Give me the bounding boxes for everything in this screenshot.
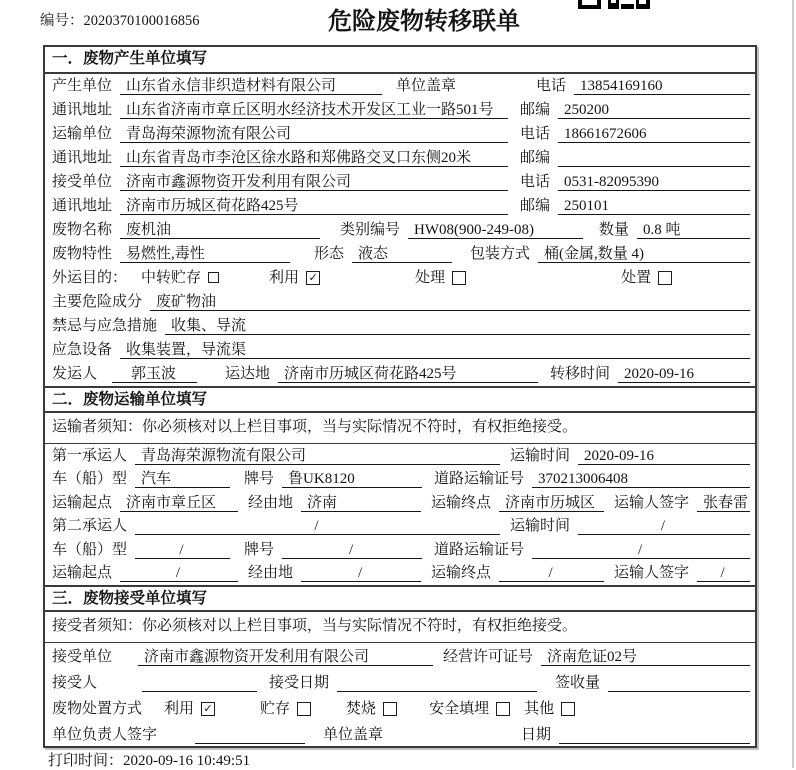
form-row-checkboxes [45, 695, 755, 721]
field-label: 废物处置方式 [52, 701, 143, 717]
field-value: 张春雷 [697, 494, 750, 512]
form-row [45, 721, 755, 747]
field-label: 接受日期 [269, 675, 330, 691]
field-label: 通讯地址 [52, 102, 113, 118]
checkbox [452, 271, 466, 285]
field-label: 接受单位 [52, 174, 113, 190]
checkbox: ✓ [306, 271, 320, 285]
checkbox-label: 安全填埋 [429, 701, 490, 717]
checkbox: ✓ [201, 702, 215, 716]
field-value: 0531-82095390 [558, 173, 750, 191]
field-label: 运输起点 [52, 565, 113, 581]
section-3-header: 三．废物接受单位填写 [45, 585, 755, 612]
field-label: 通讯地址 [52, 150, 113, 166]
field-value: 济南市鑫源物资开发利用有限公司 [120, 173, 508, 191]
field-label: 道路运输证号 [434, 541, 525, 558]
field-value [558, 149, 750, 167]
form-row [45, 362, 755, 386]
field-value: 液态 [352, 245, 452, 263]
field-label: 第二承运人 [52, 518, 128, 534]
field-label: 牌号 [244, 541, 275, 558]
checkbox [383, 702, 397, 716]
field-value: 济南危证02号 [541, 648, 750, 666]
field-value: / [282, 541, 422, 559]
field-label: 接受单位 [52, 649, 113, 665]
field-label: 单位负责人签字 [52, 727, 158, 743]
checkbox [658, 271, 672, 285]
checkbox-option [269, 269, 320, 287]
checkbox-option [429, 700, 510, 718]
form-row [45, 491, 755, 515]
form-row [45, 290, 755, 314]
checkbox-option [346, 700, 397, 718]
field-label: 类别编号 [340, 222, 401, 238]
field-value: 收集、导流 [165, 317, 750, 335]
checkbox-option [141, 269, 219, 287]
field-label: 单位盖章 [323, 727, 384, 743]
field-value: 370213006408 [532, 470, 750, 488]
field-value [608, 674, 750, 692]
field-label: 运达地 [225, 366, 271, 382]
form-row [45, 562, 755, 586]
field-label: 车（船）型 [52, 471, 128, 487]
field-label: 运输人签字 [614, 494, 690, 511]
field-label: 电话 [520, 126, 551, 142]
receiver-notice: 接受者须知：你必须核对以上栏目事项，当与实际情况不符时，有权拒绝接受。 [45, 612, 755, 643]
field-label: 邮编 [520, 102, 551, 118]
field-label: 形态 [314, 246, 345, 262]
field-label: 包装方式 [470, 246, 531, 262]
field-value: HW08(900-249-08) [408, 221, 583, 239]
field-value: 济南市鑫源物资开发利用有限公司 [138, 648, 433, 666]
qr-code-fragment [578, 0, 656, 9]
field-label: 邮编 [520, 150, 551, 166]
field-label: 产生单位 [52, 78, 113, 94]
field-label: 单位盖章 [396, 78, 457, 94]
field-label: 第一承运人 [52, 447, 128, 464]
field-label: 运输时间 [510, 447, 571, 464]
field-label: 签收量 [555, 675, 601, 691]
field-value: / [301, 564, 421, 582]
field-value: 济南 [301, 494, 421, 512]
form-row [45, 194, 755, 218]
checkbox-option [621, 269, 672, 287]
field-label: 经由地 [248, 494, 294, 511]
field-label: 通讯地址 [52, 198, 113, 214]
field-value: 青岛海荣源物流有限公司 [120, 125, 508, 143]
checkbox [496, 702, 510, 716]
field-value: 山东省永信非织造材料有限公司 [120, 77, 382, 95]
field-value: 2020-09-16 [618, 365, 750, 383]
manifest-table [43, 45, 757, 748]
field-value: / [135, 517, 500, 535]
form-row [45, 338, 755, 362]
field-label: 运输时间 [510, 518, 571, 534]
field-value: 济南市章丘区 [120, 494, 238, 512]
field-label: 废物特性 [52, 246, 113, 262]
field-value: 济南市历城区 [499, 494, 604, 512]
checkbox-option [260, 700, 311, 718]
field-value: 鲁UK8120 [282, 470, 422, 488]
field-value: / [120, 564, 238, 582]
field-value: 青岛海荣源物流有限公司 [135, 447, 500, 465]
field-value: 250101 [558, 197, 750, 215]
field-value: 250200 [558, 101, 750, 119]
checkbox [561, 702, 575, 716]
serial-label: 编号： [40, 13, 84, 29]
form-row [45, 122, 755, 146]
field-value: 废机油 [120, 221, 320, 239]
form-row [45, 444, 755, 468]
form-row [45, 74, 755, 98]
field-value: 郭玉波 [112, 365, 197, 383]
field-label: 运输终点 [431, 565, 492, 581]
checkbox-option [415, 269, 466, 287]
field-value: 山东省济南市章丘区明水经济技术开发区工业一路501号 [120, 101, 508, 119]
field-value: / [499, 564, 604, 582]
field-label: 电话 [520, 174, 551, 190]
form-row-checkboxes [45, 266, 755, 290]
window-edge [792, 0, 794, 768]
field-value [559, 726, 750, 744]
checkbox [208, 272, 219, 283]
checkbox-label: 焚烧 [346, 701, 377, 717]
field-label: 车（船）型 [52, 541, 128, 558]
field-label: 经由地 [248, 565, 294, 581]
field-value: 济南市历城区荷花路425号 [278, 365, 538, 383]
section-2-header: 二．废物运输单位填写 [45, 386, 755, 413]
serial-number: 2020370100016856 [83, 13, 200, 29]
field-label: 电话 [536, 78, 567, 94]
field-label: 禁忌与应急措施 [52, 318, 158, 334]
field-value: 汽车 [135, 470, 230, 488]
transporter-notice: 运输者须知：你必须核对以上栏目事项，当与实际情况不符时，有权拒绝接受。 [45, 413, 755, 444]
field-value: / [532, 541, 750, 559]
field-label: 邮编 [520, 198, 551, 214]
field-value: 13854169160 [574, 77, 750, 95]
field-label: 废物名称 [52, 222, 113, 238]
checkbox [297, 702, 311, 716]
checkbox-option [524, 700, 575, 718]
field-label: 牌号 [244, 471, 275, 487]
field-label: 运输终点 [431, 494, 492, 511]
field-label: 运输人签字 [614, 565, 690, 581]
field-value: / [135, 541, 230, 559]
section-1-header: 一．废物产生单位填写 [45, 47, 755, 74]
field-value: 济南市历城区荷花路425号 [120, 197, 508, 215]
form-row [45, 218, 755, 242]
field-value: 收集装置，导流渠 [120, 341, 750, 359]
form-row [45, 170, 755, 194]
checkbox-label: 中转贮存 [141, 270, 202, 286]
checkbox-label: 处理 [415, 270, 446, 286]
form-row [45, 146, 755, 170]
field-label: 发运人 [52, 366, 98, 382]
field-label: 数量 [599, 222, 630, 238]
form-row [45, 314, 755, 338]
form-row [45, 538, 755, 562]
print-time-line [48, 749, 250, 770]
form-row [45, 98, 755, 122]
field-value: 18661672606 [558, 125, 750, 143]
field-value [195, 726, 305, 744]
checkbox-option [164, 700, 215, 718]
field-value: 桶(金属,数量 4) [538, 245, 750, 263]
checkbox-label: 其他 [524, 701, 555, 717]
field-label: 接受人 [52, 675, 98, 691]
checkbox-label: 利用 [269, 270, 300, 286]
field-value: 易燃性,毒性 [120, 245, 290, 263]
field-label: 道路运输证号 [434, 471, 525, 487]
field-value: 0.8 吨 [637, 221, 750, 239]
form-row [45, 643, 755, 669]
field-value: / [578, 517, 750, 535]
field-label: 应急设备 [52, 342, 113, 358]
checkbox-label: 处置 [621, 270, 652, 286]
field-label: 转移时间 [550, 366, 611, 382]
field-value: 2020-09-16 [578, 447, 750, 465]
print-time-label: 打印时间： [48, 753, 124, 769]
field-label: 运输单位 [52, 126, 113, 142]
field-label: 运输起点 [52, 494, 113, 511]
form-row [45, 669, 755, 695]
field-label: 主要危险成分 [52, 294, 143, 310]
field-value [337, 674, 537, 692]
field-value: 山东省青岛市李沧区徐水路和郑佛路交叉口东侧20米 [120, 149, 508, 167]
field-value: / [697, 564, 750, 582]
field-label: 日期 [521, 727, 552, 743]
form-row [45, 468, 755, 492]
checkbox-label: 利用 [164, 701, 195, 717]
field-label: 经营许可证号 [443, 649, 534, 665]
form-row [45, 515, 755, 539]
form-row [45, 242, 755, 266]
checkbox-label: 贮存 [260, 701, 291, 717]
field-label: 外运目的： [52, 270, 128, 286]
form-title: 危险废物转移联单 [328, 9, 520, 35]
field-value: 废矿物油 [150, 293, 750, 311]
field-value [142, 674, 257, 692]
print-time-value: 2020-09-16 10:49:51 [123, 753, 251, 769]
